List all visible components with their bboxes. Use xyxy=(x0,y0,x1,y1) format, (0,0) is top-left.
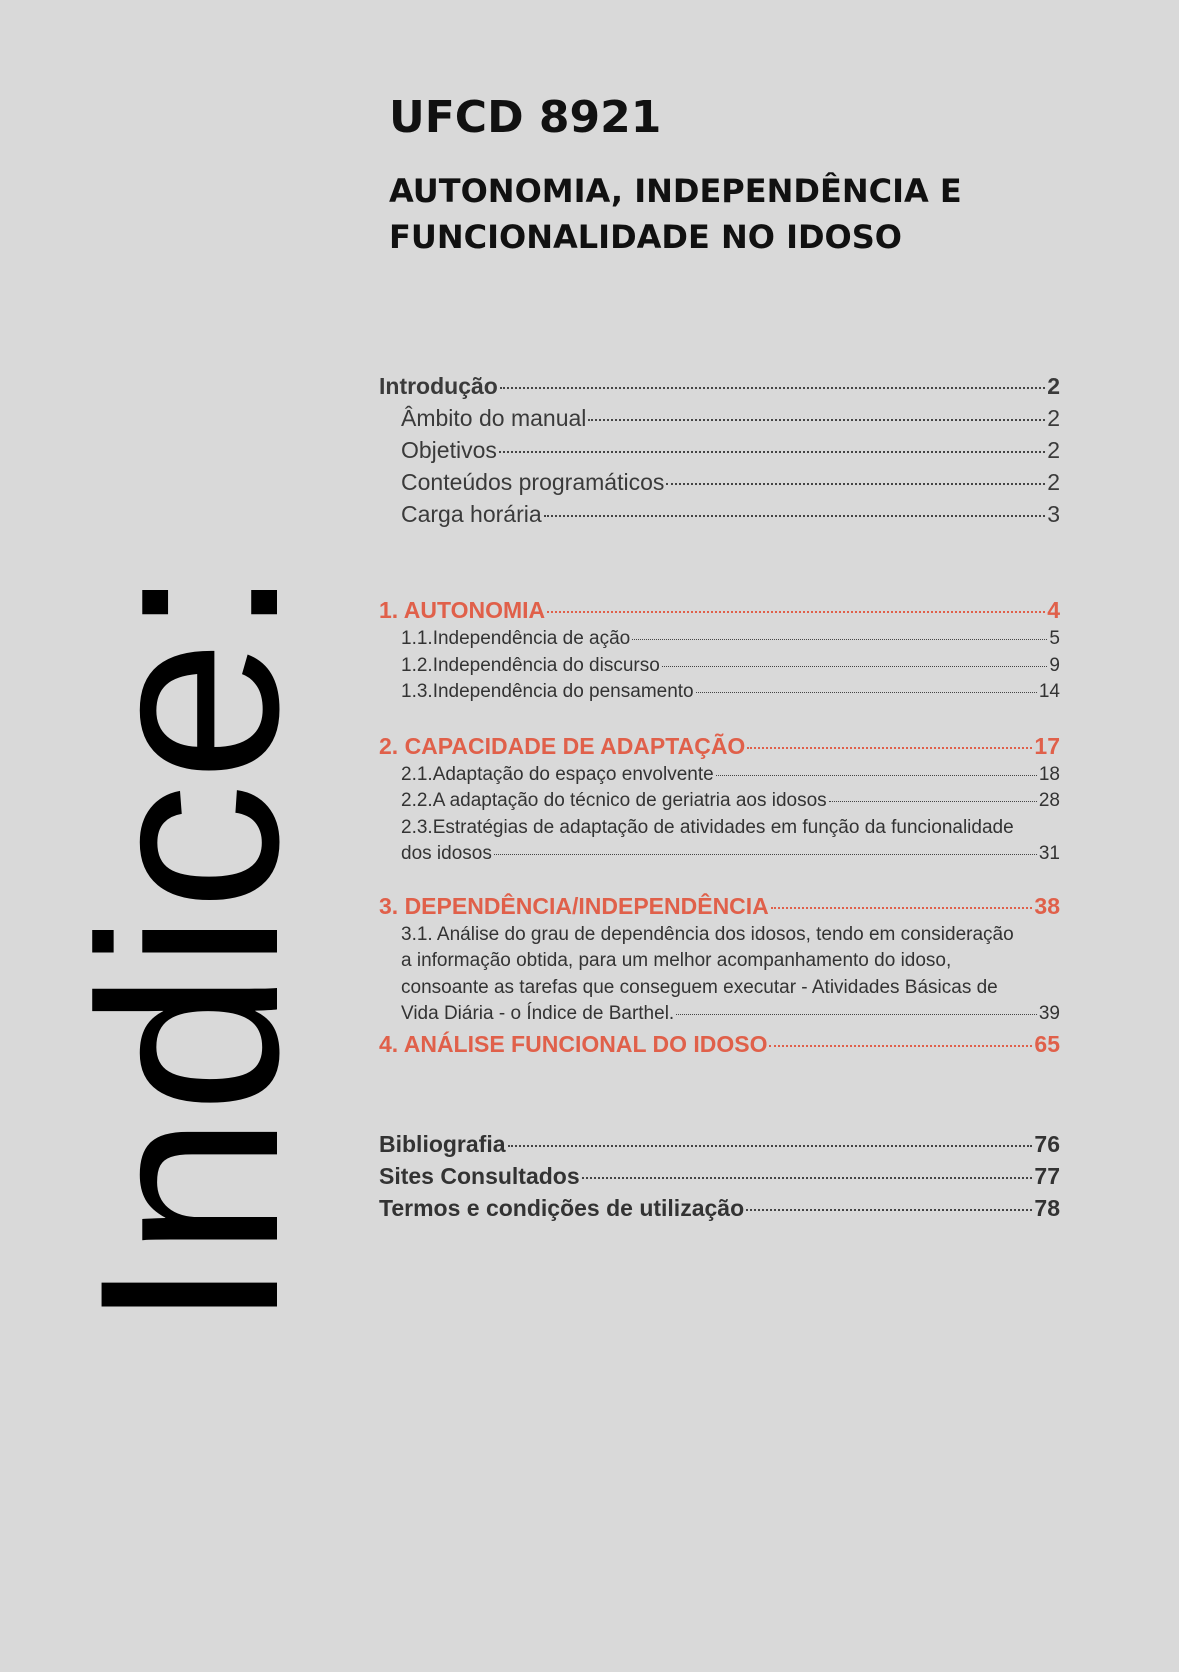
dot-leader xyxy=(676,1014,1037,1015)
toc-entry-label: 1. AUTONOMIA xyxy=(379,597,546,623)
dot-leader xyxy=(544,515,1046,517)
toc-entry-sites-consultados[interactable] xyxy=(379,1160,1060,1192)
toc-entry-label: Objetivos xyxy=(401,437,497,463)
toc-entry-label-line: Vida Diária - o Índice de Barthel. xyxy=(401,1003,675,1024)
toc-entry-2-1[interactable] xyxy=(379,762,1060,789)
toc-entry-2-2[interactable] xyxy=(379,788,1060,815)
toc-entry-label: 2.1.Adaptação do espaço envolvente xyxy=(401,763,714,785)
dot-leader xyxy=(666,483,1045,485)
dot-leader xyxy=(769,1045,1032,1047)
toc-section-dependencia[interactable] xyxy=(379,890,1060,922)
toc-entry-label: Termos e condições de utilização xyxy=(379,1194,745,1221)
toc-entry-label: Bibliografia xyxy=(379,1130,506,1157)
toc-entry-label: 1.3.Independência do pensamento xyxy=(401,681,694,702)
toc-entry-page: 31 xyxy=(1038,843,1060,864)
toc-entry-page: 76 xyxy=(1034,1130,1060,1157)
dot-leader xyxy=(494,854,1037,855)
toc-entry-label-line: 2.3.Estratégias de adaptação de atividades em função da funcionalidade xyxy=(401,816,1014,838)
index-side-title: Indice: xyxy=(47,564,332,1330)
course-code: UFCD 8921 xyxy=(389,92,662,143)
toc-entry-page: 39 xyxy=(1038,1003,1060,1024)
toc-entry-introducao[interactable] xyxy=(379,370,1060,402)
toc-entry-label-line: a informação obtida, para um melhor acompanhamento do idoso, xyxy=(401,950,952,971)
toc-entry-label: Sites Consultados xyxy=(379,1162,580,1189)
toc-entry-label: Introdução xyxy=(379,373,498,399)
dot-leader xyxy=(588,419,1045,421)
toc-entry-label: 3. DEPENDÊNCIA/INDEPENDÊNCIA xyxy=(379,892,769,919)
course-title-line1: AUTONOMIA, INDEPENDÊNCIA E xyxy=(389,172,962,210)
toc-entry-label: Conteúdos programáticos xyxy=(401,469,665,495)
toc-entry-page: 4 xyxy=(1047,597,1060,623)
toc-entry-page: 65 xyxy=(1034,1030,1060,1057)
document-header xyxy=(389,88,1089,260)
toc-entry-label: 2.2.A adaptação do técnico de geriatria aos idosos xyxy=(401,790,827,811)
toc-entry-page: 17 xyxy=(1034,732,1060,759)
table-of-contents xyxy=(379,370,1060,1224)
toc-entry-ambito[interactable] xyxy=(379,402,1060,434)
toc-entry-label-line: consoante as tarefas que conseguem executar - Atividades Básicas de xyxy=(401,976,998,998)
course-title xyxy=(389,168,1089,260)
toc-entry-label: 2. CAPACIDADE DE ADAPTAÇÃO xyxy=(379,732,746,759)
toc-entry-1-1[interactable] xyxy=(379,626,1060,653)
dot-leader xyxy=(508,1145,1033,1147)
toc-entry-termos-condicoes[interactable] xyxy=(379,1192,1060,1224)
dot-leader xyxy=(662,666,1048,667)
dot-leader xyxy=(499,451,1045,453)
toc-entry-page: 3 xyxy=(1047,501,1060,527)
dot-leader xyxy=(582,1177,1033,1179)
toc-entry-label: 4. ANÁLISE FUNCIONAL DO IDOSO xyxy=(379,1030,768,1057)
toc-entry-page: 2 xyxy=(1047,469,1060,495)
toc-entry-label-line: 3.1. Análise do grau de dependência dos idosos, tendo em consideração xyxy=(401,923,1014,945)
toc-entry-page: 77 xyxy=(1034,1162,1060,1189)
dot-leader xyxy=(829,801,1037,802)
toc-entry-page: 2 xyxy=(1047,437,1060,463)
toc-entry-page: 78 xyxy=(1034,1194,1060,1221)
toc-entry-conteudos[interactable] xyxy=(379,466,1060,498)
toc-entry-label: 1.2.Independência do discurso xyxy=(401,654,660,676)
dot-leader xyxy=(771,907,1033,909)
toc-entry-page: 9 xyxy=(1049,654,1060,676)
toc-section-autonomia[interactable] xyxy=(379,594,1060,626)
toc-entry-page: 38 xyxy=(1034,892,1060,919)
dot-leader xyxy=(747,747,1032,749)
dot-leader xyxy=(632,639,1047,640)
toc-entry-page: 14 xyxy=(1038,681,1060,702)
toc-entry-3-1[interactable] xyxy=(379,922,1060,1028)
toc-entry-page: 5 xyxy=(1049,628,1060,649)
toc-entry-2-3[interactable] xyxy=(379,815,1060,868)
dot-leader xyxy=(746,1209,1032,1211)
dot-leader xyxy=(716,775,1037,776)
toc-entry-1-2[interactable] xyxy=(379,653,1060,680)
toc-entry-label: Âmbito do manual xyxy=(401,405,587,431)
toc-entry-label: 1.1.Independência de ação xyxy=(401,628,631,649)
toc-entry-page: 18 xyxy=(1038,763,1060,785)
dot-leader xyxy=(500,387,1045,389)
toc-entry-objetivos[interactable] xyxy=(379,434,1060,466)
toc-entry-bibliografia[interactable] xyxy=(379,1128,1060,1160)
toc-entry-page: 28 xyxy=(1038,790,1060,811)
dot-leader xyxy=(547,611,1045,613)
toc-entry-page: 2 xyxy=(1047,373,1060,399)
toc-section-analise-funcional[interactable] xyxy=(379,1028,1060,1060)
toc-entry-page: 2 xyxy=(1047,405,1060,431)
dot-leader xyxy=(696,692,1037,693)
toc-section-capacidade-adaptacao[interactable] xyxy=(379,730,1060,762)
toc-entry-carga-horaria[interactable] xyxy=(379,498,1060,530)
toc-entry-label: Carga horária xyxy=(401,501,542,527)
course-title-line2: FUNCIONALIDADE NO IDOSO xyxy=(389,218,902,256)
toc-entry-label-line: dos idosos xyxy=(401,843,492,864)
toc-entry-1-3[interactable] xyxy=(379,679,1060,706)
